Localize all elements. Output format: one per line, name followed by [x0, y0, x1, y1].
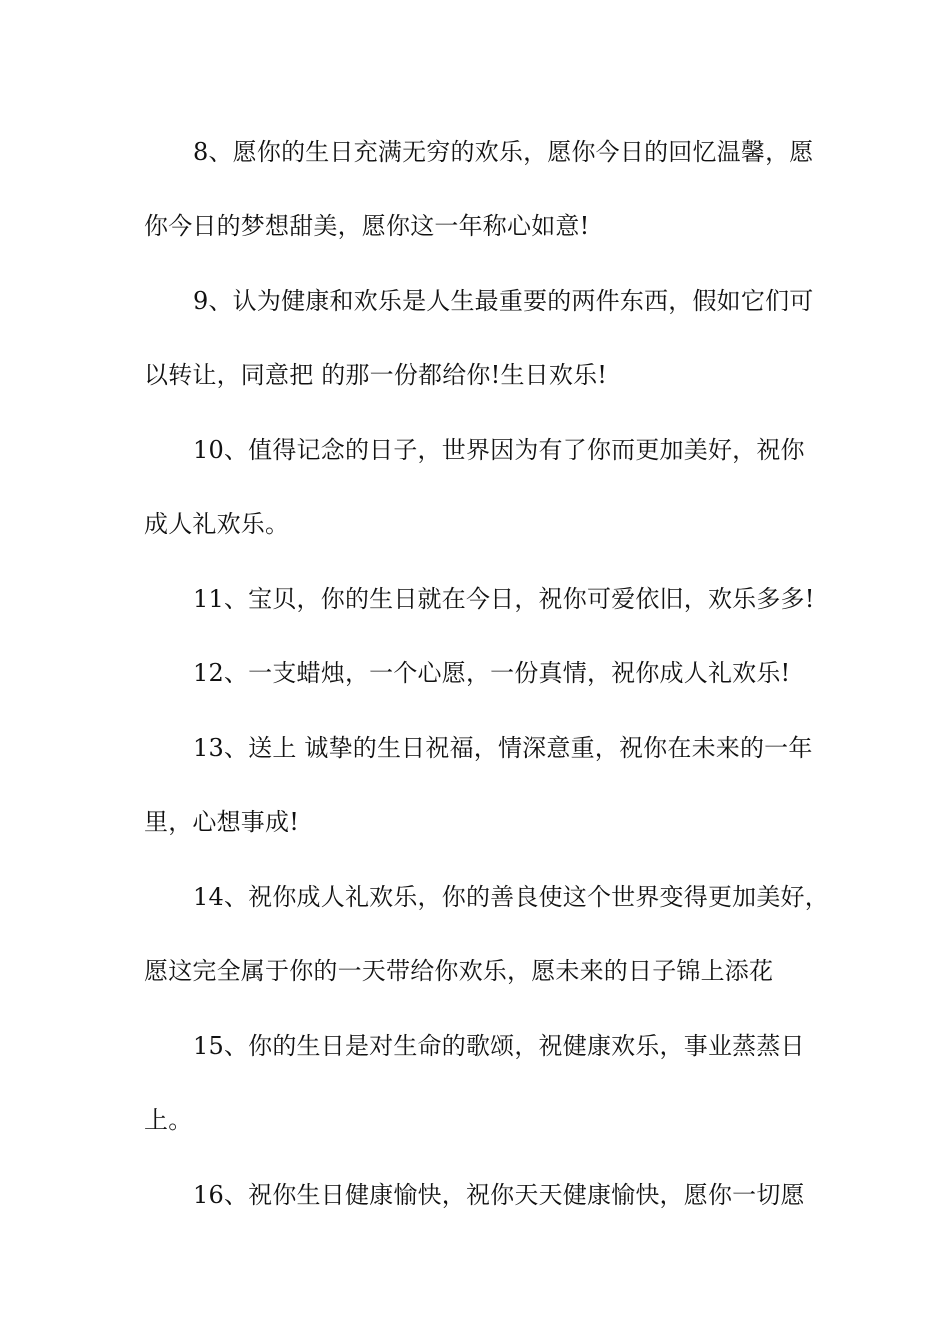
- wish-16-line-1: 16、祝你生日健康愉快，祝你天天健康愉快，愿你一切愿: [193, 1181, 805, 1209]
- wish-9-line-2: 以转让，同意把 的那一份都给你!生日欢乐!: [144, 361, 608, 389]
- wish-11-line-1: 11、宝贝，你的生日就在今日，祝你可爱依旧，欢乐多多!: [193, 585, 815, 613]
- wish-9-line-1: 9、认为健康和欢乐是人生最重要的两件东西，假如它们可: [193, 287, 814, 315]
- wish-14-line-2: 愿这完全属于你的一天带给你欢乐，愿未来的日子锦上添花: [144, 957, 774, 985]
- wish-10-line-1: 10、值得记念的日子，世界因为有了你而更加美好，祝你: [193, 436, 805, 464]
- wish-13-line-2: 里，心想事成!: [144, 808, 300, 836]
- wish-8-line-2: 你今日的梦想甜美，愿你这一年称心如意!: [144, 212, 590, 240]
- wish-12-line-1: 12、一支蜡烛，一个心愿，一份真情，祝你成人礼欢乐!: [193, 659, 791, 687]
- wish-15-line-1: 15、你的生日是对生命的歌颂，祝健康欢乐，事业蒸蒸日: [193, 1032, 805, 1060]
- wish-14-line-1: 14、祝你成人礼欢乐，你的善良使这个世界变得更加美好，: [193, 883, 829, 911]
- wish-10-line-2: 成人礼欢乐。: [144, 510, 290, 538]
- wish-15-line-2: 上。: [144, 1106, 193, 1134]
- wish-8-line-1: 8、愿你的生日充满无穷的欢乐，愿你今日的回忆温馨，愿: [193, 138, 814, 166]
- wish-13-line-1: 13、送上 诚挚的生日祝福，情深意重，祝你在未来的一年: [193, 734, 813, 762]
